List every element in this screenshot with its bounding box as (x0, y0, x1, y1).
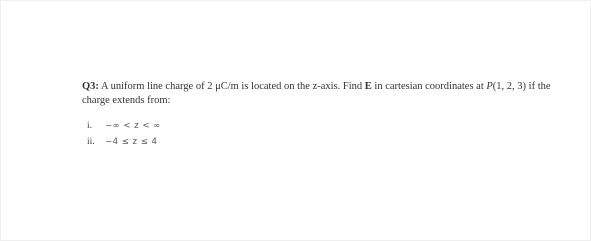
question-text-part3: in cartesian coordinates at (371, 81, 487, 92)
field-symbol: E (364, 81, 372, 92)
sub-part-label: i. (87, 121, 93, 131)
sub-part-range: −4 ≤ z ≤ 4 (105, 137, 158, 147)
sub-part-item (87, 118, 161, 134)
question-text (82, 80, 552, 108)
sub-parts-list (87, 118, 161, 150)
point-coordinates: (1, 2, 3) (492, 81, 527, 92)
question-text-part2: is located on the z-axis. Find (238, 81, 365, 92)
sub-part-item (87, 134, 161, 150)
question-text-part4: if the charge extends from: (82, 81, 551, 106)
charge-unit: μC/m (215, 81, 239, 92)
sub-part-range: −∞ < z < ∞ (105, 121, 161, 131)
point-symbol: P (486, 81, 493, 92)
sub-part-label: ii. (87, 137, 95, 147)
question-number: Q3: (82, 81, 99, 92)
question-text-part1: A uniform line charge of 2 (98, 81, 216, 92)
